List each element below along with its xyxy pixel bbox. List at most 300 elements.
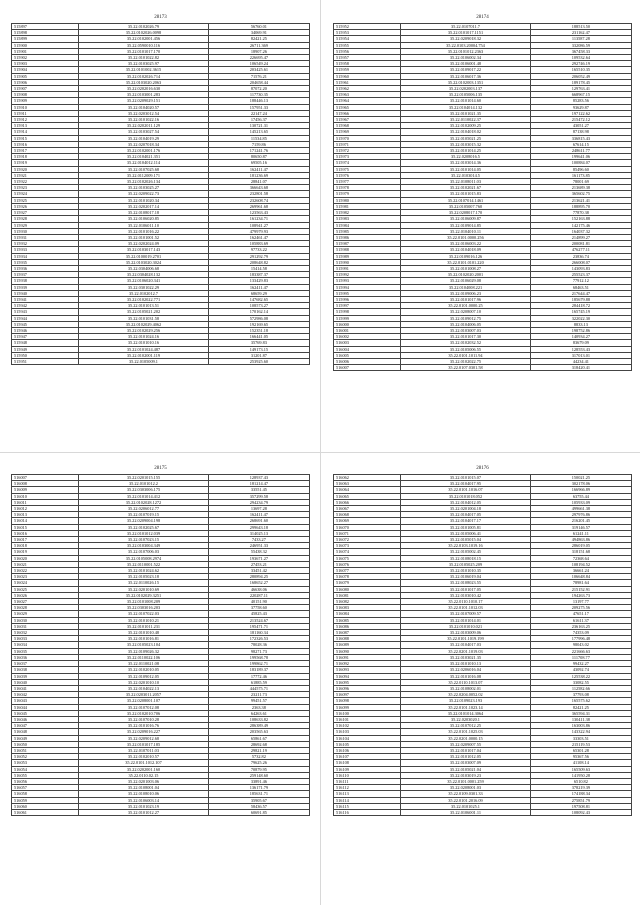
cadastral-number-cell: 35.22.0101010.021: [401, 623, 531, 629]
cadastral-number-cell: 35.22.0101017.05: [401, 586, 531, 592]
record-number-cell: 516064: [334, 487, 401, 493]
cadastral-number-cell: 35.22.0102025.67: [79, 524, 209, 530]
value-cell: 82421.25: [208, 36, 309, 42]
value-cell: 286389.49: [208, 723, 309, 729]
value-cell: 128937.43: [208, 475, 309, 481]
cadastral-number-cell: 35.22.0109012.05: [79, 673, 209, 679]
value-cell: 284418.72: [530, 303, 631, 309]
record-number-cell: 515911: [12, 110, 79, 116]
record-number-cell: 515940: [12, 290, 79, 296]
record-number-cell: 515902: [12, 55, 79, 61]
record-number-cell: 516067: [334, 506, 401, 512]
record-number-cell: 515999: [334, 315, 401, 321]
value-cell: 64263.61: [208, 710, 309, 716]
record-number-cell: 515897: [12, 24, 79, 30]
value-cell: 203565.63: [208, 729, 309, 735]
record-number-cell: 516007: [334, 365, 401, 371]
value-cell: 318420.41: [530, 365, 631, 371]
record-number-cell: 515898: [12, 30, 79, 36]
cadastral-number-cell: 35.22.0201.1019.03: [401, 648, 531, 654]
value-cell: 106648.84: [530, 574, 631, 580]
value-cell: 67614.15: [530, 141, 631, 147]
record-number-cell: 516014: [12, 518, 79, 524]
value-cell: 98043.02: [530, 642, 631, 648]
cadastral-number-cell: 35.22.0204.0052.02: [401, 692, 531, 698]
cadastral-number-cell: 35.22.0104017.05: [401, 512, 531, 518]
record-number-cell: 515965: [334, 104, 401, 110]
record-number-cell: 515967: [334, 117, 401, 123]
record-number-cell: 515986: [334, 234, 401, 240]
value-cell: 61241.11: [530, 530, 631, 536]
value-cell: 253925.60: [208, 358, 309, 364]
value-cell: 197122.62: [530, 110, 631, 116]
cadastral-number-cell: 35.22.0109006.23: [401, 290, 531, 296]
cadastral-number-cell: 35.22.0203012.54: [79, 110, 209, 116]
record-number-cell: 516100: [334, 710, 401, 716]
value-cell: 266008.07: [530, 259, 631, 265]
record-number-cell: 515937: [12, 272, 79, 278]
records-table: [11, 23, 310, 365]
value-cell: 43092.74: [530, 667, 631, 673]
record-number-cell: 515993: [334, 278, 401, 284]
value-cell: 165510.35: [530, 67, 631, 73]
cadastral-number-cell: 35.22.0101008.209: [79, 599, 209, 605]
value-cell: 140934.27: [530, 334, 631, 340]
record-number-cell: 515924: [12, 191, 79, 197]
value-cell: 143322.94: [530, 729, 631, 735]
record-number-cell: 516032: [12, 630, 79, 636]
cadastral-number-cell: 35.22.0101015.07: [401, 475, 531, 481]
cadastral-number-cell: 35.22.0103014.5: [401, 172, 531, 178]
cadastral-number-cell: 35.22.0101022.82: [79, 55, 209, 61]
record-number-cell: 515926: [12, 203, 79, 209]
value-cell: 494863.86: [530, 537, 631, 543]
value-cell: 194263.73: [530, 592, 631, 598]
value-cell: 193671.27: [208, 555, 309, 561]
value-cell: 499661.38: [530, 506, 631, 512]
value-cell: 79625.26: [208, 760, 309, 766]
record-number-cell: 515947: [12, 334, 79, 340]
cadastral-number-cell: 35.22.0201003.06: [79, 778, 209, 784]
cadastral-number-cell: 35.22.0109.0301.33: [401, 791, 531, 797]
value-cell: 13197.77: [530, 599, 631, 605]
value-cell: 100884.07: [530, 160, 631, 166]
record-number-cell: 515904: [12, 67, 79, 73]
cadastral-number-cell: 35.22.0108018.15: [401, 555, 531, 561]
record-number-cell: 515991: [334, 265, 401, 271]
value-cell: 97733.22: [208, 247, 309, 253]
record-number-cell: 515960: [334, 73, 401, 79]
value-cell: 231162.47: [530, 30, 631, 36]
record-number-cell: 516022: [12, 568, 79, 574]
cadastral-number-cell: 35.22.0101014.412: [79, 493, 209, 499]
cadastral-number-cell: 35.22.0101001.52: [79, 234, 209, 240]
record-number-cell: 516096: [334, 685, 401, 691]
cadastral-number-cell: 35.22.0101.1016.07: [401, 487, 531, 493]
cadastral-number-cell: 35.22.0101008.27: [401, 265, 531, 271]
value-cell: 188895.70: [530, 203, 631, 209]
value-cell: 214899.27: [530, 234, 631, 240]
value-cell: 33082.55: [530, 679, 631, 685]
record-number-cell: 515912: [12, 117, 79, 123]
table-row: [12, 358, 310, 364]
cadastral-number-cell: 35.22.0590010.116: [79, 42, 209, 48]
record-number-cell: 515961: [334, 79, 401, 85]
record-number-cell: 516104: [334, 735, 401, 741]
value-cell: 318151.68: [530, 549, 631, 555]
value-cell: 166966.89: [530, 487, 631, 493]
value-cell: 143093.83: [530, 265, 631, 271]
record-number-cell: 516003: [334, 340, 401, 346]
value-cell: 297976.86: [530, 512, 631, 518]
value-cell: 213524.67: [208, 617, 309, 623]
cadastral-number-cell: 35.22.0104018.02: [401, 129, 531, 135]
value-cell: 161173.85: [530, 172, 631, 178]
value-cell: 87072.20: [208, 86, 309, 92]
value-cell: 189178.45: [530, 79, 631, 85]
cadastral-number-cell: 35.22.0101018.052: [401, 493, 531, 499]
value-cell: 33303.51: [530, 735, 631, 741]
cadastral-number-cell: 35.22.0105021.25: [401, 135, 531, 141]
cadastral-number-cell: 35.22.0108011.03: [401, 179, 531, 185]
value-cell: 23836.74: [530, 253, 631, 259]
value-cell: 46638.06: [208, 586, 309, 592]
value-cell: 150021.25: [530, 475, 631, 481]
cadastral-number-cell: 35.22.0110022.106: [79, 654, 209, 660]
cadastral-number-cell: 35.22.0105002.45: [401, 549, 531, 555]
cadastral-number-cell: 35.22.0206016.04: [401, 667, 531, 673]
value-cell: 69505.16: [208, 160, 309, 166]
record-number-cell: 515929: [12, 222, 79, 228]
table-row: [12, 809, 310, 815]
cadastral-number-cell: 35.22.0108017.18: [79, 210, 209, 216]
value-cell: 299643.18: [208, 524, 309, 530]
cadastral-number-cell: 35.22.0104019.29: [79, 135, 209, 141]
cadastral-number-cell: 35.22.0103020.3024: [79, 259, 209, 265]
cadastral-number-cell: 35.22.0105021.202: [79, 309, 209, 315]
record-number-cell: 515995: [334, 290, 401, 296]
record-number-cell: 515927: [12, 210, 79, 216]
value-cell: 34069.91: [208, 30, 309, 36]
cadastral-number-cell: 35.22.0106020.341: [79, 278, 209, 284]
record-number-cell: 516034: [12, 642, 79, 648]
record-number-cell: 515901: [12, 48, 79, 54]
cadastral-number-cell: 35.22.0105021.04: [401, 766, 531, 772]
value-cell: 217644.47: [530, 290, 631, 296]
record-number-cell: 515915: [12, 135, 79, 141]
record-number-cell: 516071: [334, 530, 401, 536]
cadastral-number-cell: 35.22.0103027.54: [79, 129, 209, 135]
value-cell: 58436.57: [208, 803, 309, 809]
cadastral-number-cell: 35.22.0101022.16: [79, 117, 209, 123]
cadastral-number-cell: 35.22.0103017.143: [79, 247, 209, 253]
value-cell: 367458.33: [530, 48, 631, 54]
record-number-cell: 515920: [12, 166, 79, 172]
cadastral-number-cell: 35.22.0101017.1151: [401, 30, 531, 36]
cadastral-number-cell: 35.22.0107010.28: [79, 716, 209, 722]
record-number-cell: 516016: [12, 530, 79, 536]
record-number-cell: 516045: [12, 710, 79, 716]
records-table: [11, 474, 310, 816]
page-divider-horizontal: [0, 452, 640, 453]
value-cell: 11534.85: [208, 135, 309, 141]
table-row: [334, 809, 632, 815]
cadastral-number-cell: 35.22.0303006.175: [79, 487, 209, 493]
value-cell: 162411.47: [208, 166, 309, 172]
value-cell: 366643.68: [208, 185, 309, 191]
record-number-cell: 516109: [334, 766, 401, 772]
cadastral-number-cell: 35.22.0102012.7: [79, 290, 209, 296]
record-number-cell: 516086: [334, 623, 401, 629]
value-cell: 80650.87: [208, 154, 309, 160]
value-cell: 162411.47: [208, 284, 309, 290]
value-cell: 314025.13: [208, 530, 309, 536]
record-number-cell: 515946: [12, 327, 79, 333]
cadastral-number-cell: 35.22.0101.1012.03: [401, 605, 531, 611]
value-cell: 317013.01: [530, 352, 631, 358]
value-cell: 332086.59: [530, 42, 631, 48]
cadastral-number-cell: 35.22.0104018.09: [401, 247, 531, 253]
cadastral-number-cell: 35.22.0202001.160: [79, 766, 209, 772]
record-number-cell: 515997: [334, 303, 401, 309]
value-cell: 378219.39: [530, 785, 631, 791]
page-28173: [11, 13, 310, 365]
record-number-cell: 516039: [12, 673, 79, 679]
record-number-cell: 516070: [334, 524, 401, 530]
cadastral-number-cell: 35.22.0201004.18: [401, 506, 531, 512]
cadastral-number-cell: 35.22.0106001.11: [401, 809, 531, 815]
value-cell: 33891.46: [208, 778, 309, 784]
cadastral-number-cell: 35.22.0110001.522: [79, 561, 209, 567]
cadastral-number-cell: 35.22.0102021.67: [401, 185, 531, 191]
value-cell: 63755.44: [530, 493, 631, 499]
record-number-cell: 515957: [334, 55, 401, 61]
value-cell: 294234.79: [208, 499, 309, 505]
value-cell: 302178.06: [530, 481, 631, 487]
value-cell: 161234.71: [208, 216, 309, 222]
value-cell: 181236.69: [208, 172, 309, 178]
cadastral-number-cell: 35.22.0102001.119: [79, 352, 209, 358]
value-cell: 197508.81: [530, 803, 631, 809]
record-number-cell: 515939: [12, 284, 79, 290]
cadastral-number-cell: 35.22.0202017.14: [79, 203, 209, 209]
cadastral-number-cell: 35.22.0102010.57: [79, 754, 209, 760]
value-cell: 78981.64: [530, 580, 631, 586]
cadastral-number-cell: 35.22.0101024.487: [79, 346, 209, 352]
record-number-cell: 516056: [12, 778, 79, 784]
value-cell: 365602.75: [530, 191, 631, 197]
value-cell: 215119.53: [530, 741, 631, 747]
value-cell: 33451.42: [208, 568, 309, 574]
value-cell: 128553.43: [530, 346, 631, 352]
value-cell: 192169.65: [208, 321, 309, 327]
value-cell: 68463.51: [530, 284, 631, 290]
value-cell: 13697.28: [208, 506, 309, 512]
record-number-cell: 516075: [334, 555, 401, 561]
record-number-cell: 516007: [12, 475, 79, 481]
record-number-cell: 516085: [334, 617, 401, 623]
record-number-cell: 515923: [12, 185, 79, 191]
value-cell: 162411.47: [208, 512, 309, 518]
value-cell: 41108.14: [530, 760, 631, 766]
cadastral-number-cell: 35.22.0102009.25: [401, 123, 531, 129]
record-number-cell: 516073: [334, 543, 401, 549]
value-cell: 198752.86: [530, 327, 631, 333]
cadastral-number-cell: 35.22.0108001.04: [79, 785, 209, 791]
value-cell: 129763.41: [530, 86, 631, 92]
value-cell: 200081.81: [530, 241, 631, 247]
value-cell: 130411.38: [530, 716, 631, 722]
record-number-cell: 516078: [334, 574, 401, 580]
cadastral-number-cell: 35.22.0108002.01: [401, 685, 531, 691]
record-number-cell: 516027: [12, 599, 79, 605]
cadastral-number-cell: 35.22.0101012.039: [79, 530, 209, 536]
value-cell: 33551.45: [208, 487, 309, 493]
cadastral-number-cell: 35.22.0110.02.15: [79, 772, 209, 778]
cadastral-number-cell: 35.22.0103025.27: [79, 185, 209, 191]
cadastral-number-cell: 35.22.0101010.13: [401, 661, 531, 667]
value-cell: 141950.28: [530, 772, 631, 778]
cadastral-number-cell: 35.22.0101016.22: [79, 228, 209, 234]
cadastral-number-cell: 35.22.0103.1019.16: [401, 543, 531, 549]
cadastral-number-cell: 35.22.0101014.60: [401, 98, 531, 104]
cadastral-number-cell: 35.22.0101.0101.220: [401, 259, 531, 265]
record-number-cell: 515914: [12, 129, 79, 135]
record-number-cell: 515945: [12, 321, 79, 327]
record-number-cell: 515932: [12, 241, 79, 247]
record-number-cell: 516068: [334, 512, 401, 518]
record-number-cell: 516105: [334, 741, 401, 747]
record-number-cell: 515988: [334, 247, 401, 253]
record-number-cell: 515916: [12, 141, 79, 147]
cadastral-number-cell: 35.22.0104017.95: [401, 481, 531, 487]
record-number-cell: 516091: [334, 654, 401, 660]
cadastral-number-cell: 35.22.0102032.52: [401, 340, 531, 346]
value-cell: 188513.50: [530, 24, 631, 30]
record-number-cell: 516047: [12, 723, 79, 729]
value-cell: 68659.29: [208, 290, 309, 296]
cadastral-number-cell: 35.22.0105025.209: [401, 561, 531, 567]
cadastral-number-cell: 35.22.0101010.48: [79, 630, 209, 636]
cadastral-number-cell: 35.22.0105006.41: [401, 530, 531, 536]
cadastral-number-cell: 35.22.0103025.97: [79, 61, 209, 67]
cadastral-number-cell: 35.22.0203020.1: [401, 716, 531, 722]
record-number-cell: 516113: [334, 791, 401, 797]
value-cell: 36661.24: [530, 568, 631, 574]
record-number-cell: 515952: [334, 24, 401, 30]
record-number-cell: 516062: [334, 475, 401, 481]
cadastral-number-cell: 35.22.0101020.34: [79, 197, 209, 203]
cadastral-number-cell: 35.22.0103020.2063: [79, 79, 209, 85]
value-cell: 246951.33: [208, 543, 309, 549]
cadastral-number-cell: 35.22.0209022.73: [79, 191, 209, 197]
value-cell: 77870.38: [530, 210, 631, 216]
record-number-cell: 515970: [334, 135, 401, 141]
record-number-cell: 516114: [334, 797, 401, 803]
record-number-cell: 516025: [12, 586, 79, 592]
cadastral-number-cell: 35.22.0101017.185: [79, 741, 209, 747]
value-cell: 157951.33: [208, 104, 309, 110]
page-28175: [11, 464, 310, 816]
value-cell: 77912.12: [530, 278, 631, 284]
value-cell: 45825.43: [208, 611, 309, 617]
value-cell: 31201.87: [208, 352, 309, 358]
cadastral-number-cell: 35.22.0209016.227: [79, 729, 209, 735]
value-cell: 226695.47: [208, 55, 309, 61]
page-title: 28174: [476, 15, 489, 20]
value-cell: 183189.37: [208, 667, 309, 673]
cadastral-number-cell: 35.22.0109023.193: [401, 698, 531, 704]
record-number-cell: 515933: [12, 247, 79, 253]
record-number-cell: 516092: [334, 661, 401, 667]
cadastral-number-cell: 35.22.0102026.714: [79, 73, 209, 79]
record-number-cell: 515975: [334, 166, 401, 172]
record-number-cell: 515956: [334, 48, 401, 54]
record-number-cell: 516009: [12, 487, 79, 493]
record-number-cell: 516060: [12, 803, 79, 809]
record-number-cell: 516058: [12, 791, 79, 797]
record-number-cell: 515944: [12, 315, 79, 321]
cadastral-number-cell: 35.22.0102029.4062: [79, 321, 209, 327]
value-cell: 95367.56: [530, 754, 631, 760]
value-cell: 37793.08: [530, 692, 631, 698]
record-number-cell: 516001: [334, 327, 401, 333]
cadastral-number-cell: 35.22.0101.1011.94: [401, 352, 531, 358]
cadastral-number-cell: 35.22.0103001.283: [79, 92, 209, 98]
value-cell: 44234.41: [530, 358, 631, 364]
cadastral-number-cell: 35.22.0101023.19: [79, 803, 209, 809]
value-cell: 28692.68: [208, 741, 309, 747]
cadastral-number-cell: 35.22.0101017.04: [401, 747, 531, 753]
value-cell: 8833.13: [530, 321, 631, 327]
cadastral-number-cell: 35.22.0101011.231: [79, 623, 209, 629]
value-cell: 123563.43: [208, 210, 309, 216]
cadastral-number-cell: 35.22.0304006.68: [79, 265, 209, 271]
cadastral-number-cell: 35.22.0109012.75: [401, 315, 531, 321]
record-number-cell: 516082: [334, 599, 401, 605]
record-number-cell: 515996: [334, 296, 401, 302]
page-title: 28176: [476, 466, 489, 471]
cadastral-number-cell: 35.22.0105023.18: [79, 574, 209, 580]
record-number-cell: 516079: [334, 580, 401, 586]
value-cell: 145213.65: [208, 129, 309, 135]
record-number-cell: 515980: [334, 197, 401, 203]
cadastral-number-cell: 35.22.0104006.05: [401, 321, 531, 327]
record-number-cell: 515943: [12, 309, 79, 315]
record-number-cell: 515950: [12, 352, 79, 358]
cadastral-number-cell: 35.22.0101024.62: [79, 568, 209, 574]
value-cell: 170162.14: [208, 309, 309, 315]
value-cell: 108941.27: [208, 222, 309, 228]
value-cell: 220287.11: [208, 592, 309, 598]
value-cell: 78001.69: [530, 179, 631, 185]
cadastral-number-cell: 35.22.0109014.85: [401, 222, 531, 228]
record-number-cell: 516102: [334, 723, 401, 729]
cadastral-number-cell: 35.22.0101013.51: [79, 303, 209, 309]
value-cell: 40151.90: [208, 599, 309, 605]
value-cell: 108194.52: [530, 561, 631, 567]
cadastral-number-cell: 35.22.0107011.03: [79, 747, 209, 753]
value-cell: 199568.78: [208, 654, 309, 660]
value-cell: 668967.15: [530, 92, 631, 98]
cadastral-number-cell: 35.22.0100019.2701: [79, 253, 209, 259]
cadastral-number-cell: 35.22.0101031.58: [79, 315, 209, 321]
value-cell: 108092.43: [530, 809, 631, 815]
value-cell: 112582.66: [530, 685, 631, 691]
cadastral-number-cell: 35.22.0201010.10: [79, 679, 209, 685]
value-cell: 82421.25: [530, 704, 631, 710]
value-cell: 6510.82: [530, 778, 631, 784]
